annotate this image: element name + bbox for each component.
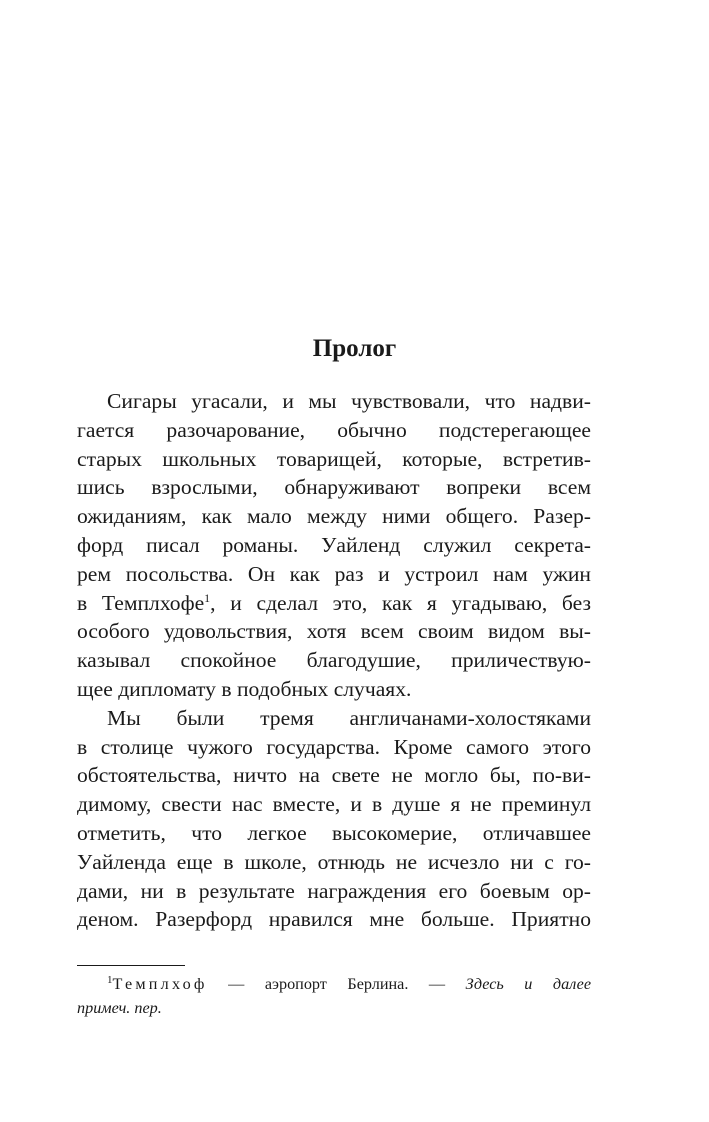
footnote-term: Темплхоф xyxy=(112,975,208,993)
footnote-line xyxy=(77,972,591,996)
chapter-title: Пролог xyxy=(312,335,397,362)
text-line: димому, свести нас вместе, и в душе я не преминул xyxy=(77,792,591,817)
text-line: особого удовольствия, хотя всем своим видом вы- xyxy=(77,619,591,644)
footnote-line: примеч. пер. xyxy=(77,999,162,1017)
footnote xyxy=(77,972,591,1020)
text-line: обстоятельства, ничто на свете не могло бы, по-ви- xyxy=(77,763,591,788)
footnote-italic: Здесь и далее xyxy=(465,975,592,993)
text-line: старых школьных товарищей, которые, встретив- xyxy=(77,446,591,471)
text-line: форд писал романы. Уайленд служил секрета- xyxy=(77,532,591,557)
text-line: рем посольства. Он как раз и устроил нам ужин xyxy=(77,561,591,586)
text-line: ожиданиям, как мало между ними общего. Разер- xyxy=(77,504,591,529)
footnote-reference[interactable]: 1 xyxy=(204,590,211,605)
text-fragment: в Темплхофе xyxy=(77,590,205,615)
text-line: Уайленда еще в школе, отнюдь не исчезло ни с го- xyxy=(77,849,591,874)
text-line: гается разочарование, обычно подстерегающее xyxy=(77,417,591,442)
text-line: казывал спокойное благодушие, приличествую- xyxy=(77,648,591,673)
text-line: шись взрослыми, обнаруживают вопреки всем xyxy=(77,475,591,500)
text-fragment: , и сделал это, как я угадываю, без xyxy=(210,590,591,615)
footnote-mark: 1 xyxy=(107,974,113,986)
text-line: дами, ни в результате награждения его боевым ор- xyxy=(77,878,591,903)
text-line: Сигары угасали, и мы чувствовали, что надви- xyxy=(107,389,591,413)
body-text xyxy=(77,387,591,934)
text-line: деном. Разерфорд нравился мне больше. Приятно xyxy=(77,907,591,932)
footnote-divider xyxy=(77,965,185,966)
text-line: в столице чужого государства. Кроме самого этого xyxy=(77,734,591,759)
text-line: отметить, что легкое высокомерие, отличавшее xyxy=(77,820,591,845)
text-line: щее дипломату в подобных случаях. xyxy=(77,676,412,701)
text-line: Мы были тремя англичанами-холостяками xyxy=(107,705,591,730)
footnote-text: — аэропорт Берлина. — xyxy=(228,975,446,993)
text-line-with-footnote xyxy=(77,589,591,618)
